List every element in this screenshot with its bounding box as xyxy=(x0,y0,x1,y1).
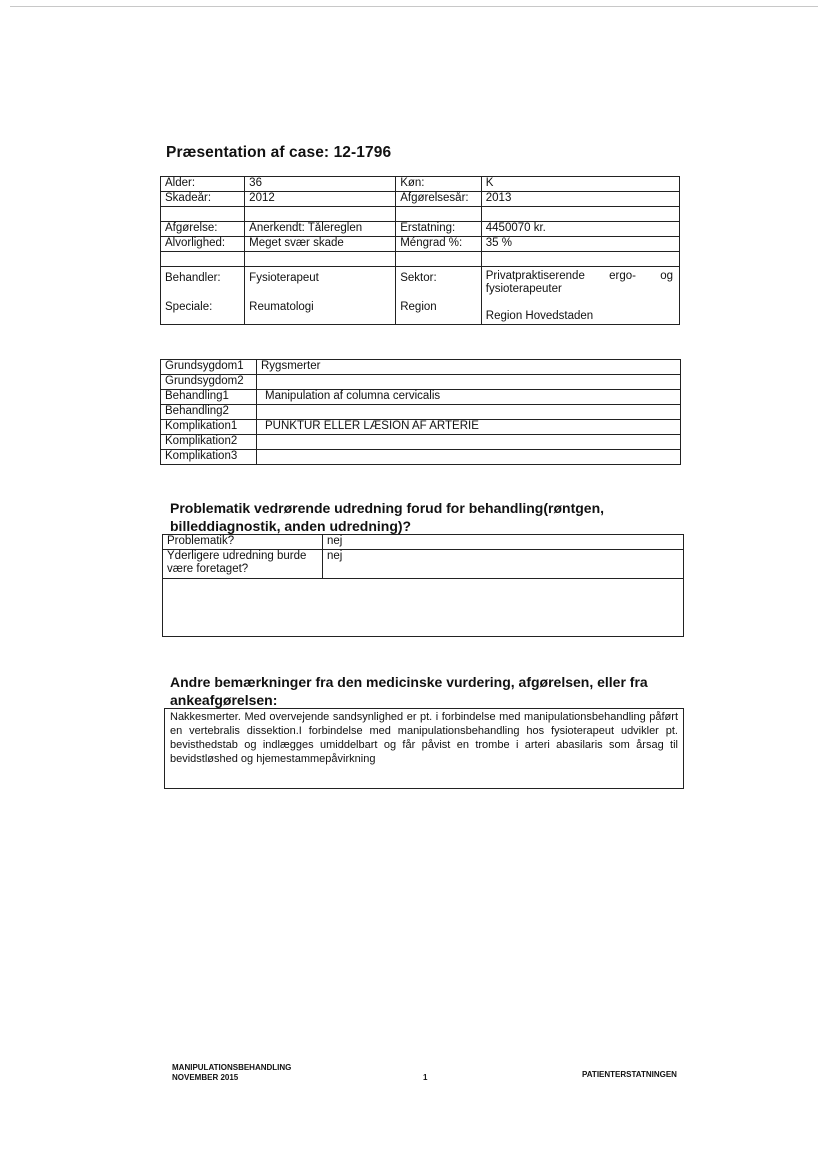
footer-left xyxy=(172,1063,291,1083)
empty-cell xyxy=(396,252,482,267)
andre-bemaerkninger-box: Nakkesmerter. Med overvejende sandsynlighed er pt. i forbindelse med manipulationsbehandling påført en vertebralis dissektion.I forbindelse med manipulationsbehandling hos fysioterapeut udvikler pt. bevisthedstab og indlægges umiddelbart og får påvist en trombe i arteri abasilaris som årsag til bevidstløshed og hjemestammepåvirkning xyxy=(164,708,684,789)
empty-cell xyxy=(161,252,245,267)
koen-value: K xyxy=(481,177,679,192)
afgoerelsesaar-value: 2013 xyxy=(481,192,679,207)
diagnosis-value xyxy=(257,450,681,465)
afgoerelse-label: Afgørelse: xyxy=(161,222,245,237)
diagnosis-label: Grundsygdom1 xyxy=(161,360,257,375)
problematik-notes xyxy=(163,579,684,637)
erstatning-label: Erstatning: xyxy=(396,222,482,237)
behandler-label: Behandler: xyxy=(165,272,221,284)
afgoerelsesaar-label: Afgørelsesår: xyxy=(396,192,482,207)
afgoerelse-value: Anerkendt: Tålereglen xyxy=(245,222,396,237)
page-number: 1 xyxy=(423,1073,428,1082)
behandler-value: Fysioterapeut xyxy=(249,272,319,284)
alder-value: 36 xyxy=(245,177,396,192)
mengrad-value: 35 % xyxy=(481,237,679,252)
diagnosis-label: Grundsygdom2 xyxy=(161,375,257,390)
problematik-label: Problematik? xyxy=(163,535,323,550)
behandler-speciale-values xyxy=(245,267,396,325)
diagnosis-table xyxy=(160,359,681,465)
diagnosis-label: Komplikation2 xyxy=(161,435,257,450)
diagnosis-value: PUNKTUR ELLER LÆSION AF ARTERIE xyxy=(257,420,681,435)
page-title: Præsentation af case: 12-1796 xyxy=(166,144,392,161)
diagnosis-label: Behandling1 xyxy=(161,390,257,405)
problematik-heading: Problematik vedrørende udredning forud for behandling(røntgen, billeddiagnostik, anden udredning)? xyxy=(170,500,605,534)
footer-date: NOVEMBER 2015 xyxy=(172,1073,239,1082)
region-label: Region xyxy=(400,301,437,313)
mengrad-label: Méngrad %: xyxy=(396,237,482,252)
andre-heading: Andre bemærkninger fra den medicinske vurdering, afgørelsen, eller fra ankeafgørelsen: xyxy=(170,674,648,708)
sektor-label: Sektor: xyxy=(400,272,437,284)
footer-title: MANIPULATIONSBEHANDLING xyxy=(172,1063,292,1072)
empty-cell xyxy=(481,207,679,222)
sektor-region-labels xyxy=(396,267,482,325)
diagnosis-label: Komplikation3 xyxy=(161,450,257,465)
diagnosis-value xyxy=(257,405,681,420)
problematik-value: nej xyxy=(323,535,684,550)
empty-cell xyxy=(245,207,396,222)
case-info-table xyxy=(160,176,680,325)
diagnosis-value: Rygsmerter xyxy=(257,360,681,375)
diagnosis-label: Komplikation1 xyxy=(161,420,257,435)
footer-right: PATIENTERSTATNINGEN xyxy=(582,1070,677,1079)
diagnosis-value xyxy=(257,435,681,450)
diagnosis-label: Behandling2 xyxy=(161,405,257,420)
empty-cell xyxy=(245,252,396,267)
empty-cell xyxy=(161,207,245,222)
skadeaar-value: 2012 xyxy=(245,192,396,207)
udredning-value: nej xyxy=(323,550,684,579)
alvorlighed-label: Alvorlighed: xyxy=(161,237,245,252)
speciale-label: Speciale: xyxy=(165,301,213,313)
behandler-speciale-labels xyxy=(161,267,245,325)
alvorlighed-value: Meget svær skade xyxy=(245,237,396,252)
empty-cell xyxy=(396,207,482,222)
erstatning-value: 4450070 kr. xyxy=(481,222,679,237)
koen-label: Køn: xyxy=(396,177,482,192)
speciale-value: Reumatologi xyxy=(249,301,314,313)
diagnosis-value xyxy=(257,375,681,390)
diagnosis-value: Manipulation af columna cervicalis xyxy=(257,390,681,405)
empty-cell xyxy=(481,252,679,267)
region-value: Region Hovedstaden xyxy=(485,310,594,322)
skadeaar-label: Skadeår: xyxy=(161,192,245,207)
sektor-region-values xyxy=(481,267,679,325)
top-rule xyxy=(10,6,818,7)
alder-label: Alder: xyxy=(161,177,245,192)
udredning-label: Yderligere udredning burde være foretaget? xyxy=(163,550,323,579)
problematik-table xyxy=(162,534,684,637)
sektor-value: Privatpraktiserende ergo- og fysioterapeuter xyxy=(485,270,673,295)
